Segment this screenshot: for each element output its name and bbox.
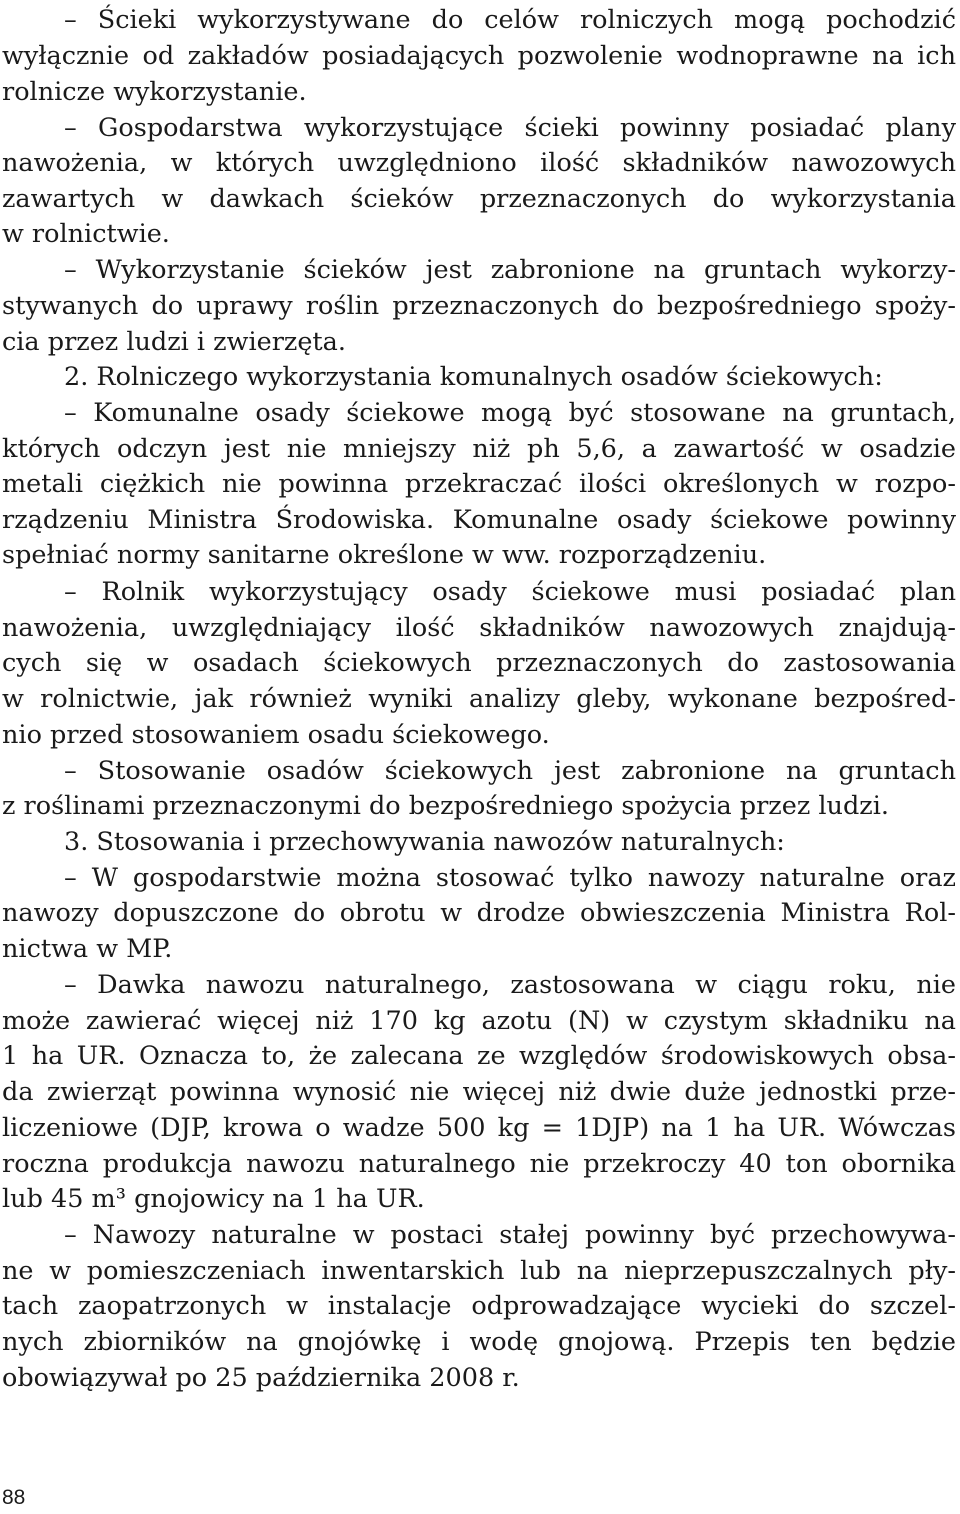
text-line: roczna produkcja nawozu naturalnego nie przekroczy 40 ton obornika	[2, 1149, 956, 1179]
text-line: liczeniowe (DJP, krowa o wadze 500 kg = 1DJP) na 1 ha UR. Wówczas	[2, 1113, 956, 1143]
text-line: nawozy dopuszczone do obrotu w drodze obwieszczenia Ministra Rol-	[2, 898, 956, 928]
text-line: – Nawozy naturalne w postaci stałej powinny być przechowywa-	[64, 1220, 956, 1250]
text-line: cia przez ludzi i zwierzęta.	[2, 327, 346, 357]
text-line: wyłącznie od zakładów posiadających pozwolenie wodnoprawne na ich	[2, 41, 956, 71]
text-line: – Ścieki wykorzystywane do celów rolniczych mogą pochodzić	[64, 5, 956, 35]
text-line: których odczyn jest nie mniejszy niż ph 5,6, a zawartość w osadzie	[2, 434, 956, 464]
text-line: metali ciężkich nie powinna przekraczać ilości określonych w rozpo-	[2, 469, 956, 499]
text-line: cych się w osadach ściekowych przeznaczonych do zastosowania	[2, 648, 956, 678]
text-line: – Rolnik wykorzystujący osady ściekowe musi posiadać plan	[64, 577, 956, 607]
text-line: spełniać normy sanitarne określone w ww. rozporządzeniu.	[2, 540, 767, 570]
text-line: – Stosowanie osadów ściekowych jest zabronione na gruntach	[64, 756, 956, 786]
text-line: – Wykorzystanie ścieków jest zabronione na gruntach wykorzy-	[64, 255, 956, 285]
text-line: da zwierząt powinna wynosić nie więcej niż dwie duże jednostki prze-	[2, 1077, 956, 1107]
text-line: tach zaopatrzonych w instalacje odprowadzające wycieki do szczel-	[2, 1291, 956, 1321]
text-line: może zawierać więcej niż 170 kg azotu (N) w czystym składniku na	[2, 1006, 956, 1036]
text-line: rządzeniu Ministra Środowiska. Komunalne osady ściekowe powinny	[2, 505, 956, 535]
text-line: nawożenia, w których uwzględniono ilość składników nawozowych	[2, 148, 956, 178]
text-line: stywanych do uprawy roślin przeznaczonych do bezpośredniego spoży-	[2, 291, 956, 321]
text-line: nio przed stosowaniem osadu ściekowego.	[2, 720, 550, 750]
text-line: – Komunalne osady ściekowe mogą być stosowane na gruntach,	[64, 398, 956, 428]
text-line: z roślinami przeznaczonymi do bezpośredniego spożycia przez ludzi.	[2, 791, 889, 821]
text-line: – W gospodarstwie można stosować tylko nawozy naturalne oraz	[64, 863, 956, 893]
section-heading: 2. Rolniczego wykorzystania komunalnych osadów ściekowych:	[64, 362, 883, 392]
text-line: – Dawka nawozu naturalnego, zastosowana w ciągu roku, nie	[64, 970, 956, 1000]
text-line: nawożenia, uwzględniający ilość składników nawozowych znajdują-	[2, 613, 956, 643]
text-line: w rolnictwie, jak również wyniki analizy gleby, wykonane bezpośred-	[2, 684, 956, 714]
page-number: 88	[2, 1486, 26, 1509]
text-line: lub 45 m³ gnojowicy na 1 ha UR.	[2, 1184, 425, 1214]
text-line: w rolnictwie.	[2, 219, 170, 249]
text-line: – Gospodarstwa wykorzystujące ścieki powinny posiadać plany	[64, 113, 956, 143]
text-line: nych zbiorników na gnojówkę i wodę gnojową. Przepis ten będzie	[2, 1327, 956, 1357]
text-line: rolnicze wykorzystanie.	[2, 77, 307, 107]
section-heading: 3. Stosowania i przechowywania nawozów naturalnych:	[64, 827, 785, 857]
text-line: nictwa w MP.	[2, 934, 173, 964]
text-line: 1 ha UR. Oznacza to, że zalecana ze względów środowiskowych obsa-	[2, 1041, 956, 1071]
text-line: zawartych w dawkach ścieków przeznaczonych do wykorzystania	[2, 184, 956, 214]
text-line: obowiązywał po 25 października 2008 r.	[2, 1363, 520, 1393]
text-line: ne w pomieszczeniach inwentarskich lub na nieprzepuszczalnych pły-	[2, 1256, 956, 1286]
